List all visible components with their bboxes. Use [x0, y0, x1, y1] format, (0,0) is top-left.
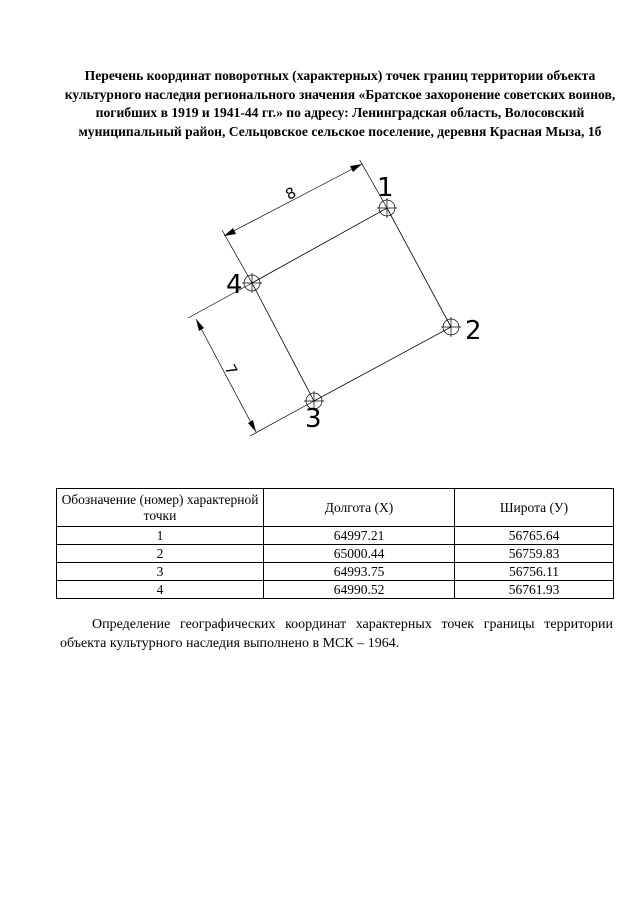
table-row	[57, 563, 614, 581]
point-label-1: 1	[377, 173, 394, 203]
cell-point-number: 3	[57, 563, 264, 581]
coordinates-table	[56, 488, 614, 599]
point-label-2: 2	[465, 316, 482, 346]
header-longitude: Долгота (X)	[264, 489, 455, 527]
cell-point-number: 4	[57, 581, 264, 599]
cell-point-number: 1	[57, 527, 264, 545]
cell-point-number: 2	[57, 545, 264, 563]
table-row	[57, 527, 614, 545]
cell-longitude: 65000.44	[264, 545, 455, 563]
cell-longitude: 64993.75	[264, 563, 455, 581]
point-label-3: 3	[305, 404, 322, 434]
cell-latitude: 56756.11	[455, 563, 614, 581]
cell-latitude: 56761.93	[455, 581, 614, 599]
boundary-diagram	[0, 160, 640, 450]
boundary-polygon	[252, 208, 451, 401]
table-header-row	[57, 489, 614, 527]
cell-latitude: 56759.83	[455, 545, 614, 563]
point-marker-2	[441, 317, 461, 337]
point-label-4: 4	[226, 270, 243, 300]
table-row	[57, 581, 614, 599]
dimension-label-left: 7	[220, 361, 242, 379]
dimension-line-left	[188, 283, 314, 436]
table-row	[57, 545, 614, 563]
dimension-label-top: 8	[282, 183, 300, 204]
header-point-number: Обозначение (номер) характерной точки	[57, 489, 264, 527]
cell-longitude: 64990.52	[264, 581, 455, 599]
cell-latitude: 56765.64	[455, 527, 614, 545]
document-title: Перечень координат поворотных (характерных) точек границ территории объекта культурного наследия регионального значения «Братское захоронение советских воинов, погибших в 1919 и 1941-44 гг.» по адресу: Ленинградская область, Волосовский муниципальный район, Сельцовское сельское поселение, деревня Красная Мыза, 1б	[64, 68, 616, 139]
header-latitude: Широта (У)	[455, 489, 614, 527]
cell-longitude: 64997.21	[264, 527, 455, 545]
coordinate-system-note: Определение географических координат характерных точек границы территории объекта культурного наследия выполнено в МСК – 1964.	[60, 617, 613, 651]
